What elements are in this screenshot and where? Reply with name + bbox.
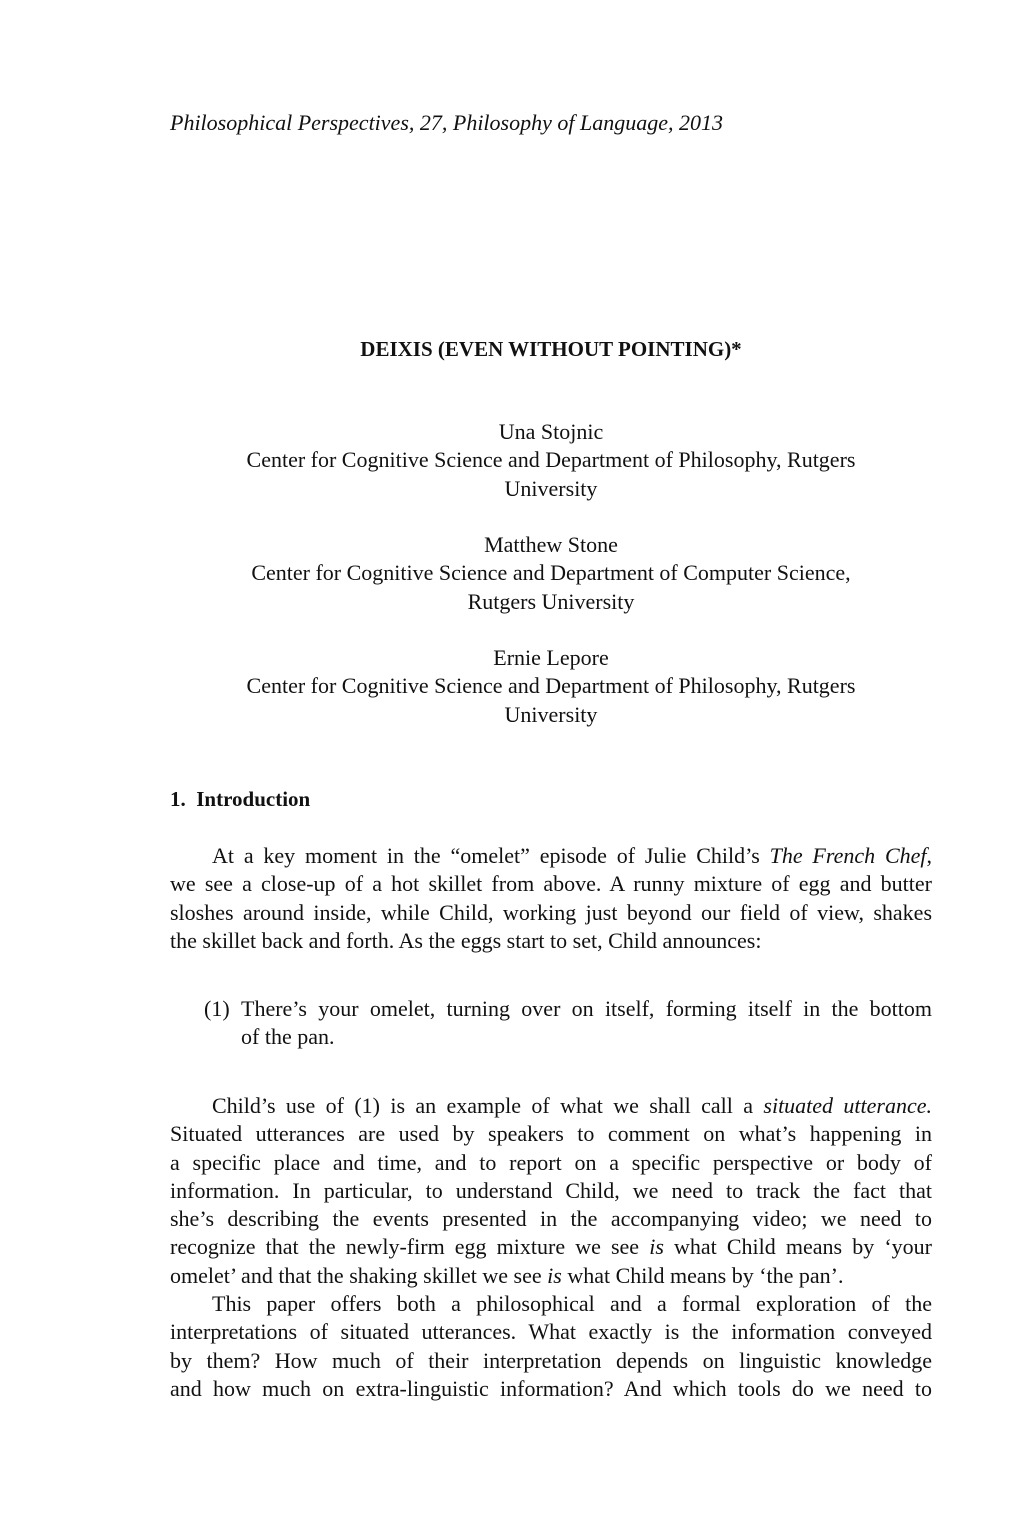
text-line: a specific place and time, and to report on a specific perspective or body of <box>170 1149 932 1175</box>
running-head: Philosophical Perspectives, 27, Philosophy of Language, 2013 <box>170 110 723 135</box>
author-name: Una Stojnic <box>498 419 604 444</box>
text-line: and how much on extra-linguistic information? And which tools do we need to <box>170 1375 932 1401</box>
author-name: Matthew Stone <box>484 532 618 557</box>
text-line: At a key moment in the “omelet” episode of Julie Child’s The French Chef, <box>212 843 932 868</box>
text-line: Child’s use of (1) is an example of what we shall call a situated utterance. <box>212 1093 932 1118</box>
author-affiliation: University <box>504 701 598 727</box>
paragraph-3 <box>170 1290 932 1403</box>
text-line: of the pan. <box>241 1024 335 1050</box>
paper-title: DEIXIS (EVEN WITHOUT POINTING)* <box>360 337 742 361</box>
text-line: information. In particular, to understand Child, we need to track the fact that <box>170 1177 932 1203</box>
text-line: This paper offers both a philosophical and a formal exploration of the <box>212 1291 932 1316</box>
author-block-1 <box>170 418 932 503</box>
text-line: recognize that the newly-firm egg mixture we see is what Child means by ‘your <box>170 1234 932 1260</box>
text-line: interpretations of situated utterances. What exactly is the information conveyed <box>170 1319 932 1345</box>
paragraph-1 <box>170 842 932 955</box>
author-affiliation: Rutgers University <box>467 588 635 614</box>
author-affiliation: Center for Cognitive Science and Department of Philosophy, Rutgers <box>246 673 856 699</box>
section-title: Introduction <box>196 787 311 811</box>
author-affiliation: Center for Cognitive Science and Department of Computer Science, <box>251 560 851 586</box>
paragraph-2 <box>170 1092 932 1290</box>
text-line: Situated utterances are used by speakers to comment on what’s happening in <box>170 1121 932 1147</box>
text-line: omelet’ and that the shaking skillet we see is what Child means by ‘the pan’. <box>170 1262 844 1288</box>
example-number: (1) <box>204 996 230 1021</box>
numbered-example <box>204 995 932 1052</box>
text-line: we see a close-up of a hot skillet from above. A runny mixture of egg and butter <box>170 871 932 897</box>
author-block-3 <box>170 644 932 729</box>
author-affiliation: University <box>504 475 598 501</box>
text-line: sloshes around inside, while Child, working just beyond our field of view, shakes <box>170 899 932 925</box>
text-line: There’s your omelet, turning over on itself, forming itself in the bottom <box>241 996 932 1021</box>
text-line: she’s describing the events presented in the accompanying video; we need to <box>170 1206 932 1232</box>
author-affiliation: Center for Cognitive Science and Department of Philosophy, Rutgers <box>246 447 856 473</box>
author-block-2 <box>170 531 932 616</box>
text-line: the skillet back and forth. As the eggs start to set, Child announces: <box>170 927 762 953</box>
text-line: by them? How much of their interpretation depends on linguistic knowledge <box>170 1347 932 1373</box>
section-number: 1. <box>170 787 186 811</box>
author-name: Ernie Lepore <box>493 645 609 670</box>
section-heading <box>170 784 310 814</box>
